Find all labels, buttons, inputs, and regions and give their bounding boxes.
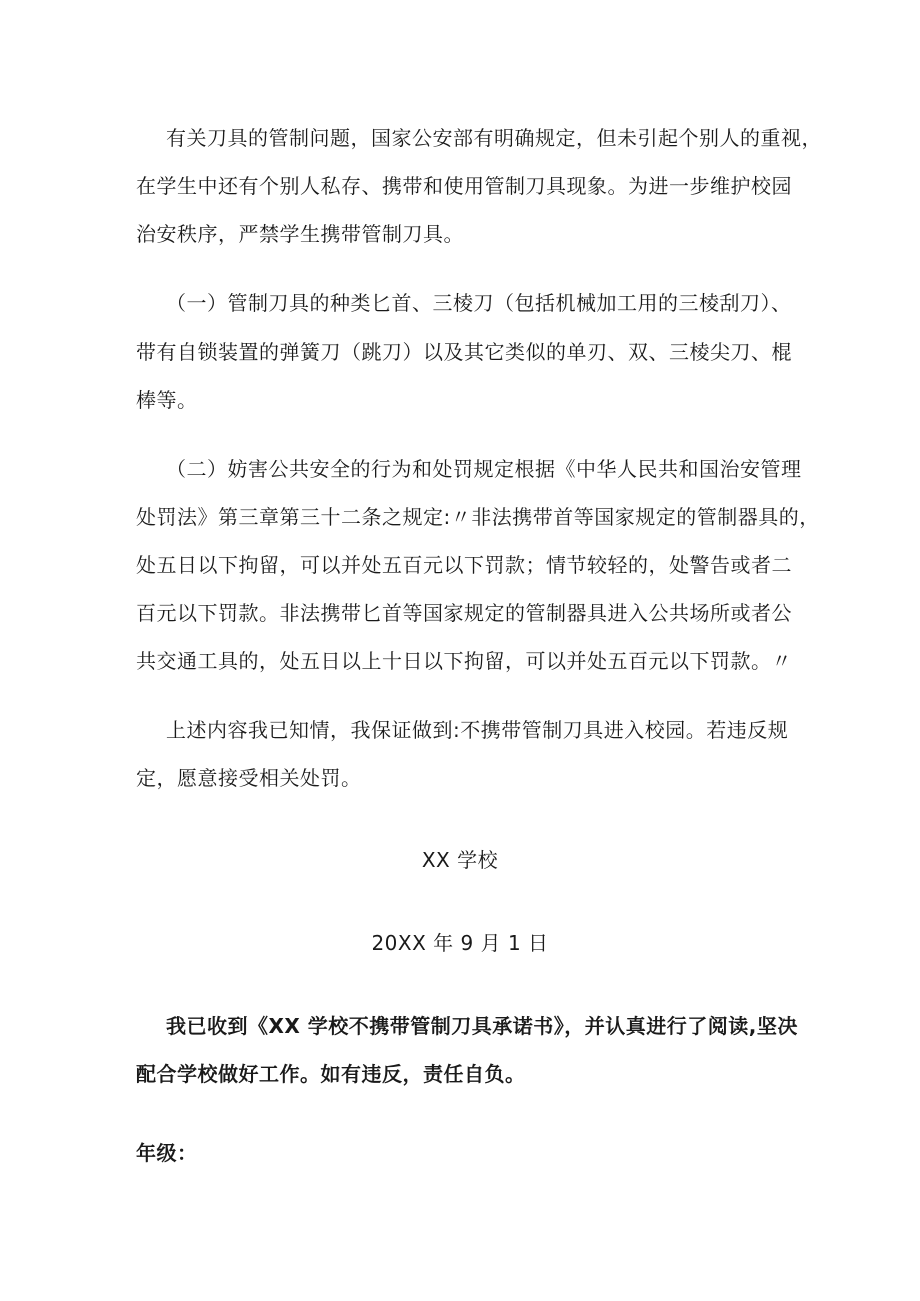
receipt-line-2: 配合学校做好工作。如有违反，责任自负。 <box>136 1062 526 1086</box>
signature-date: 20XX 年 9 月 1 日 <box>371 931 549 955</box>
section-two-line-1: （二）妨害公共安全的行为和处罚规定根据《中华人民共和国治安管理 <box>166 457 802 481</box>
section-one-line-1: （一）管制刀具的种类匕首、三棱刀（包括机械加工用的三棱刮刀）、 <box>166 291 792 315</box>
section-one-line-2: 带有自锁装置的弹簧刀（跳刀）以及其它类似的单刃、双、三棱尖刀、棍 <box>136 340 792 364</box>
pledge-line-2: 定，愿意接受相关处罚。 <box>136 766 362 790</box>
section-two-line-4: 百元以下罚款。非法携带匕首等国家规定的管制器具进入公共场所或者公 <box>136 601 792 625</box>
section-two-line-3: 处五日以下拘留，可以并处五百元以下罚款；情节较轻的，处警告或者二 <box>136 553 792 577</box>
intro-line-1: 有关刀具的管制问题，国家公安部有明确规定，但未引起个别人的重视， <box>166 126 822 150</box>
intro-line-3: 治安秩序，严禁学生携带管制刀具。 <box>136 222 464 246</box>
school-name: XX 学校 <box>421 848 499 872</box>
section-two-line-5: 共交通工具的，处五日以上十日以下拘留，可以并处五百元以下罚款。〃 <box>136 649 792 673</box>
receipt-line-1: 我已收到《XX 学校不携带管制刀具承诺书》，并认真进行了阅读,坚决 <box>166 1014 798 1038</box>
pledge-line-1: 上述内容我已知情，我保证做到:不携带管制刀具进入校园。若违反规 <box>166 718 789 742</box>
section-two-line-2: 处罚法》第三章第三十二条之规定:〃非法携带首等国家规定的管制器具的， <box>136 505 820 529</box>
intro-line-2: 在学生中还有个别人私存、携带和使用管制刀具现象。为进一步维护校园 <box>136 174 792 198</box>
section-one-line-3: 棒等。 <box>136 388 198 412</box>
grade-label: 年级： <box>136 1141 198 1165</box>
